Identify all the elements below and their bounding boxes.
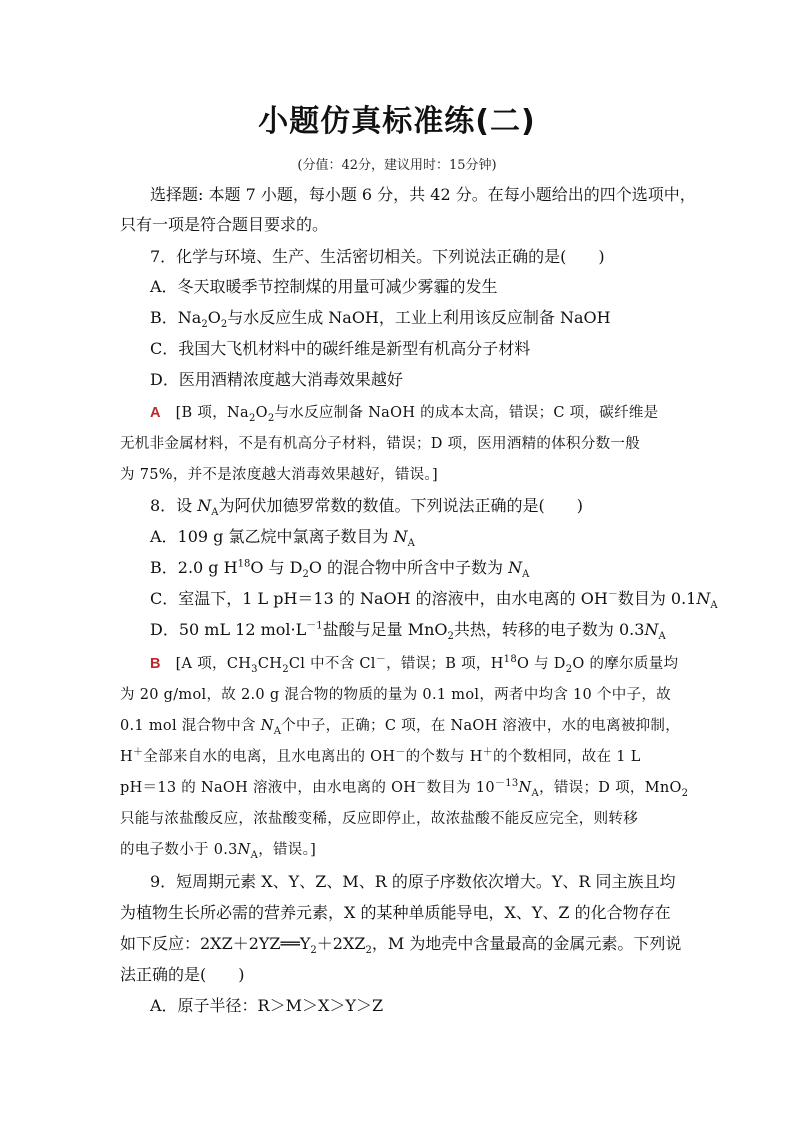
- q8-stem: 8．设 $N_A$为阿伏加德罗常数的数值。下列说法正确的是( ): [150, 496, 584, 519]
- q8-answer-line-5: pH＝13 的 NaOH 溶液中，由水电离的 OH－数目为 $10^{-13}N_A$，错误；D 项，MnO$_2$: [120, 778, 689, 799]
- q7-answer-line-3: 为 75%，并不是浓度越大消毒效果越好，错误。]: [120, 467, 438, 483]
- q7-answer-line-1: A [B 项，$Na_2O_2$与水反应制备 NaOH 的成本太高，错误；C 项，碳纤维是: [150, 405, 659, 424]
- q8-option-c: C．室温下，1 L pH＝13 的 NaOH 的溶液中，由水电离的 OH－数目为 $0.1N_A$: [150, 589, 718, 612]
- page-title: 小题仿真标准练(二): [258, 104, 536, 139]
- intro-line-1: 选择题: 本题 7 小题，每小题 6 分，共 42 分。在每小题给出的四个选项中，: [150, 185, 696, 204]
- q8-answer-line-2: 为 20 g/mol，故 2.0 g 混合物的物质的量为 0.1 mol，两者中均含 10 个中子，故: [120, 687, 671, 703]
- q9-stem-line-4: 法正确的是( ): [120, 965, 245, 984]
- q8-option-a: A．109 g 氯乙烷中氯离子数目为 $N_A$: [150, 527, 415, 550]
- q9-stem-line-1: 9．短周期元素 X、Y、Z、M、R 的原子序数依次增大。Y、R 同主族且均: [150, 872, 676, 891]
- q8-answer-letter: B: [150, 656, 161, 672]
- q9-option-a: A．原子半径：R＞M＞X＞Y＞Z: [150, 996, 384, 1015]
- q8-option-d: D．50 mL 12 $mol\cdot L^{-1}$盐酸与足量 MnO$_2$共热，转移的电子数为 $0.3N_A$: [150, 620, 666, 643]
- page-subtitle: (分值：42分，建议用时：15分钟): [297, 158, 497, 173]
- q8-option-b: B．2.0 g $H^{18}O$ 与 $D_2O$ 的混合物中所含中子数为 $N_A$: [150, 558, 530, 581]
- q8-answer-line-1: B [A 项，$CH_3CH_2Cl$ 中不含 Cl－，错误；B 项，$H^{18}O$ 与 $D_2O$ 的摩尔质量均: [150, 654, 679, 675]
- q7-option-a: A．冬天取暖季节控制煤的用量可减少雾霾的发生: [150, 277, 498, 296]
- intro-line-2: 只有一项是符合题目要求的。: [120, 215, 329, 234]
- q7-answer-letter: A: [150, 405, 161, 421]
- q7-option-d: D．医用酒精浓度越大消毒效果越好: [150, 370, 403, 389]
- q8-answer-line-7: 的电子数小于 $0.3N_A$，错误。]: [120, 842, 317, 861]
- q7-option-b: B．$Na_2O_2$与水反应生成 NaOH，工业上利用该反应制备 NaOH: [150, 308, 611, 331]
- q9-stem-line-3: 如下反应：$2XZ+2YZ══Y_2+2XZ_2$，M 为地壳中含量最高的金属元素。下列说: [120, 934, 682, 957]
- q7-option-c: C．我国大飞机材料中的碳纤维是新型有机高分子材料: [150, 339, 531, 358]
- q8-answer-line-4: H＋全部来自水的电离，且水电离出的 OH－的个数与 H＋的个数相同，故在 1 L: [120, 747, 641, 765]
- q8-answer-line-3: 0.1 mol 混合物中含 $N_A$个中子，正确；C 项，在 NaOH 溶液中，水的电离被抑制，: [120, 718, 681, 737]
- q7-stem: 7．化学与环境、生产、生活密切相关。下列说法正确的是( ): [150, 247, 605, 266]
- q9-stem-line-2: 为植物生长所必需的营养元素，X 的某种单质能导电，X、Y、Z 的化合物存在: [120, 903, 671, 922]
- q7-answer-line-2: 无机非金属材料，不是有机高分子材料，错误；D 项，医用酒精的体积分数一般: [120, 436, 641, 452]
- q8-answer-line-6: 只能与浓盐酸反应，浓盐酸变稀，反应即停止，故浓盐酸不能反应完全，则转移: [120, 811, 638, 827]
